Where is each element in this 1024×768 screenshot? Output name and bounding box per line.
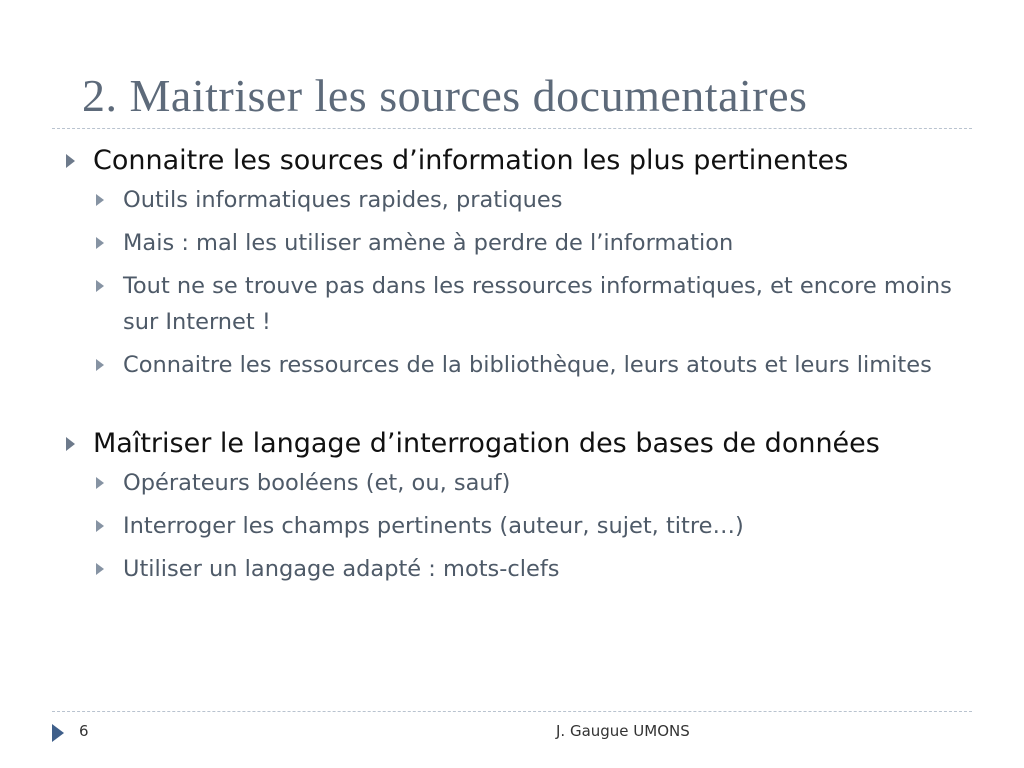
sub-bullet-text: Mais : mal les utiliser amène à perdre de l’information bbox=[123, 230, 734, 256]
footer-arrow-icon bbox=[52, 724, 64, 742]
triangle-bullet-icon bbox=[96, 280, 104, 292]
triangle-bullet-icon bbox=[66, 154, 75, 168]
triangle-bullet-icon bbox=[96, 194, 104, 206]
triangle-bullet-icon bbox=[66, 437, 75, 451]
triangle-bullet-icon bbox=[96, 520, 104, 532]
footer-author: J. Gaugue UMONS bbox=[556, 722, 690, 740]
bullet-heading-text: Maîtriser le langage d’interrogation des bases de données bbox=[93, 428, 880, 459]
bullet-heading bbox=[60, 423, 980, 465]
triangle-bullet-icon bbox=[96, 359, 104, 371]
page-number: 6 bbox=[79, 722, 89, 740]
sub-bullet-text: Interroger les champs pertinents (auteur, sujet, titre…) bbox=[123, 513, 744, 539]
sub-bullet-text: Opérateurs booléens (et, ou, sauf) bbox=[123, 470, 511, 496]
bullet-heading bbox=[60, 140, 980, 182]
section-spacer bbox=[60, 383, 980, 423]
sub-bullet bbox=[60, 508, 980, 544]
sub-bullet bbox=[60, 465, 980, 501]
triangle-bullet-icon bbox=[96, 477, 104, 489]
slide-body bbox=[60, 140, 980, 587]
bullet-heading-text: Connaitre les sources d’information les plus pertinentes bbox=[93, 145, 849, 176]
sub-bullet bbox=[60, 182, 980, 218]
footer-divider bbox=[52, 711, 972, 712]
sub-bullet bbox=[60, 268, 980, 340]
sub-bullet bbox=[60, 551, 980, 587]
slide-title: 2. Maitriser les sources documentaires bbox=[82, 70, 808, 121]
sub-bullet-text: Tout ne se trouve pas dans les ressources informatiques, et encore moins sur Internet ! bbox=[123, 273, 952, 335]
triangle-bullet-icon bbox=[96, 563, 104, 575]
sub-bullet-text: Utiliser un langage adapté : mots-clefs bbox=[123, 556, 560, 582]
triangle-bullet-icon bbox=[96, 237, 104, 249]
sub-bullet-text: Outils informatiques rapides, pratiques bbox=[123, 187, 563, 213]
sub-bullet bbox=[60, 225, 980, 261]
title-divider bbox=[52, 128, 972, 129]
sub-bullet bbox=[60, 347, 980, 383]
sub-bullet-text: Connaitre les ressources de la bibliothèque, leurs atouts et leurs limites bbox=[123, 352, 932, 378]
